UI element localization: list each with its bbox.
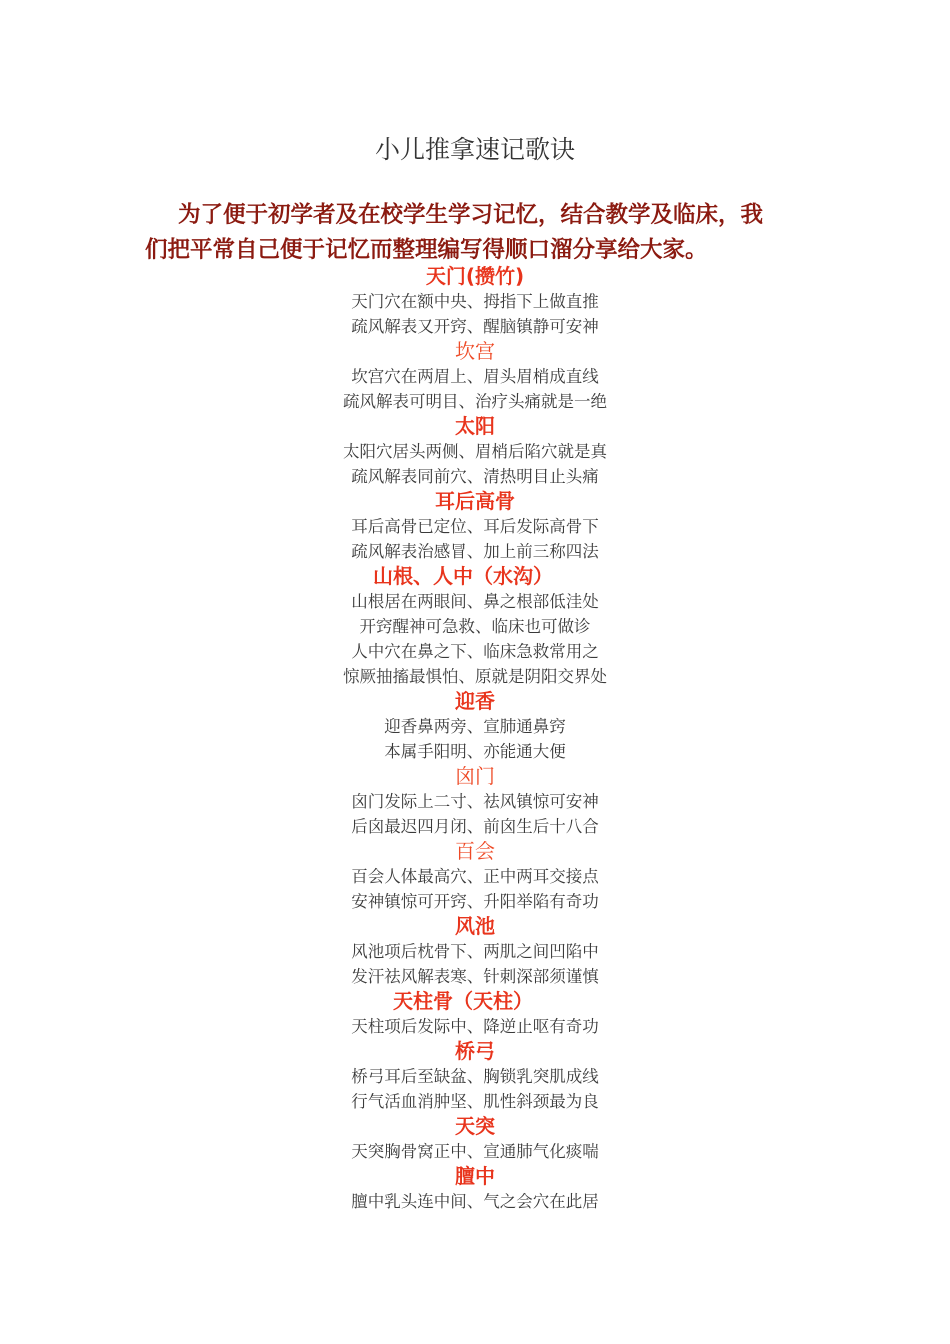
section-heading: 太阳 — [455, 414, 495, 438]
verse-line: 人中穴在鼻之下、临床急救常用之 — [351, 642, 599, 661]
verse-line: 膻中乳头连中间、气之会穴在此居 — [351, 1192, 599, 1211]
section-heading: 膻中 — [455, 1164, 495, 1188]
verse-line: 疏风解表可明目、治疗头痛就是一绝 — [343, 392, 607, 411]
section-tianzhugu — [0, 989, 950, 1039]
verse-sections — [0, 264, 950, 1214]
section-heading: 天柱骨（天柱） — [393, 989, 533, 1013]
section-yingxiang — [0, 689, 950, 764]
verse-line: 百会人体最高穴、正中两耳交接点 — [351, 867, 599, 886]
verse-line: 囟门发际上二寸、祛风镇惊可安神 — [351, 792, 599, 811]
section-heading: 风池 — [455, 914, 495, 938]
section-kangong — [0, 339, 950, 414]
section-heading: 迎香 — [455, 689, 495, 713]
section-heading: 囟门 — [455, 764, 495, 788]
intro-line-2: 们把平常自己便于记忆而整理编写得顺口溜分享给大家。 — [145, 237, 708, 263]
section-danzhong — [0, 1164, 950, 1214]
verse-line: 疏风解表治感冒、加上前三称四法 — [351, 542, 599, 561]
page-title: 小儿推拿速记歌诀 — [374, 135, 575, 164]
intro-line-1: 为了便于初学者及在校学生学习记忆，结合教学及临床，我 — [178, 202, 764, 228]
section-tiantu — [0, 1114, 950, 1164]
intro-paragraph — [145, 198, 835, 268]
section-taiyang — [0, 414, 950, 489]
section-tianmen — [0, 264, 950, 339]
section-heading: 百会 — [455, 839, 495, 863]
verse-line: 发汗祛风解表寒、针刺深部须谨慎 — [351, 967, 599, 986]
section-qiaogong — [0, 1039, 950, 1114]
section-xinmen — [0, 764, 950, 839]
verse-line: 安神镇惊可开窍、升阳举陷有奇功 — [351, 892, 599, 911]
verse-line: 桥弓耳后至缺盆、胸锁乳突肌成线 — [351, 1067, 599, 1086]
verse-line: 迎香鼻两旁、宣肺通鼻窍 — [384, 717, 566, 736]
verse-line: 天柱项后发际中、降逆止呕有奇功 — [351, 1017, 599, 1036]
verse-line: 疏风解表同前穴、清热明目止头痛 — [351, 467, 599, 486]
section-heading: 耳后高骨 — [435, 489, 515, 513]
verse-line: 天突胸骨窝正中、宣通肺气化痰喘 — [351, 1142, 599, 1161]
verse-line: 惊厥抽搐最惧怕、原就是阴阳交界处 — [343, 667, 607, 686]
verse-line: 本属手阳明、亦能通大便 — [384, 742, 566, 761]
section-heading: 坎宫 — [455, 339, 495, 363]
verse-line: 太阳穴居头两侧、眉梢后陷穴就是真 — [343, 442, 607, 461]
verse-line: 耳后高骨已定位、耳后发际高骨下 — [351, 517, 599, 536]
section-heading: 山根、人中（水沟） — [373, 564, 553, 588]
verse-line: 后囟最迟四月闭、前囟生后十八合 — [351, 817, 599, 836]
section-shangen-renzhong — [0, 564, 950, 689]
section-heading: 桥弓 — [455, 1039, 495, 1063]
verse-line: 风池项后枕骨下、两肌之间凹陷中 — [351, 942, 599, 961]
verse-line: 坎宫穴在两眉上、眉头眉梢成直线 — [351, 367, 599, 386]
section-heading: 天门(攒竹) — [425, 264, 525, 288]
verse-line: 天门穴在额中央、拇指下上做直推 — [351, 292, 599, 311]
verse-line: 开窍醒神可急救、临床也可做诊 — [359, 617, 591, 636]
verse-line: 山根居在两眼间、鼻之根部低洼处 — [351, 592, 599, 611]
verse-line: 疏风解表又开窍、醒脑镇静可安神 — [351, 317, 599, 336]
section-baihui — [0, 839, 950, 914]
section-fengchi — [0, 914, 950, 989]
section-erhougaogu — [0, 489, 950, 564]
verse-line: 行气活血消肿坚、肌性斜颈最为良 — [351, 1092, 599, 1111]
section-heading: 天突 — [455, 1114, 495, 1138]
